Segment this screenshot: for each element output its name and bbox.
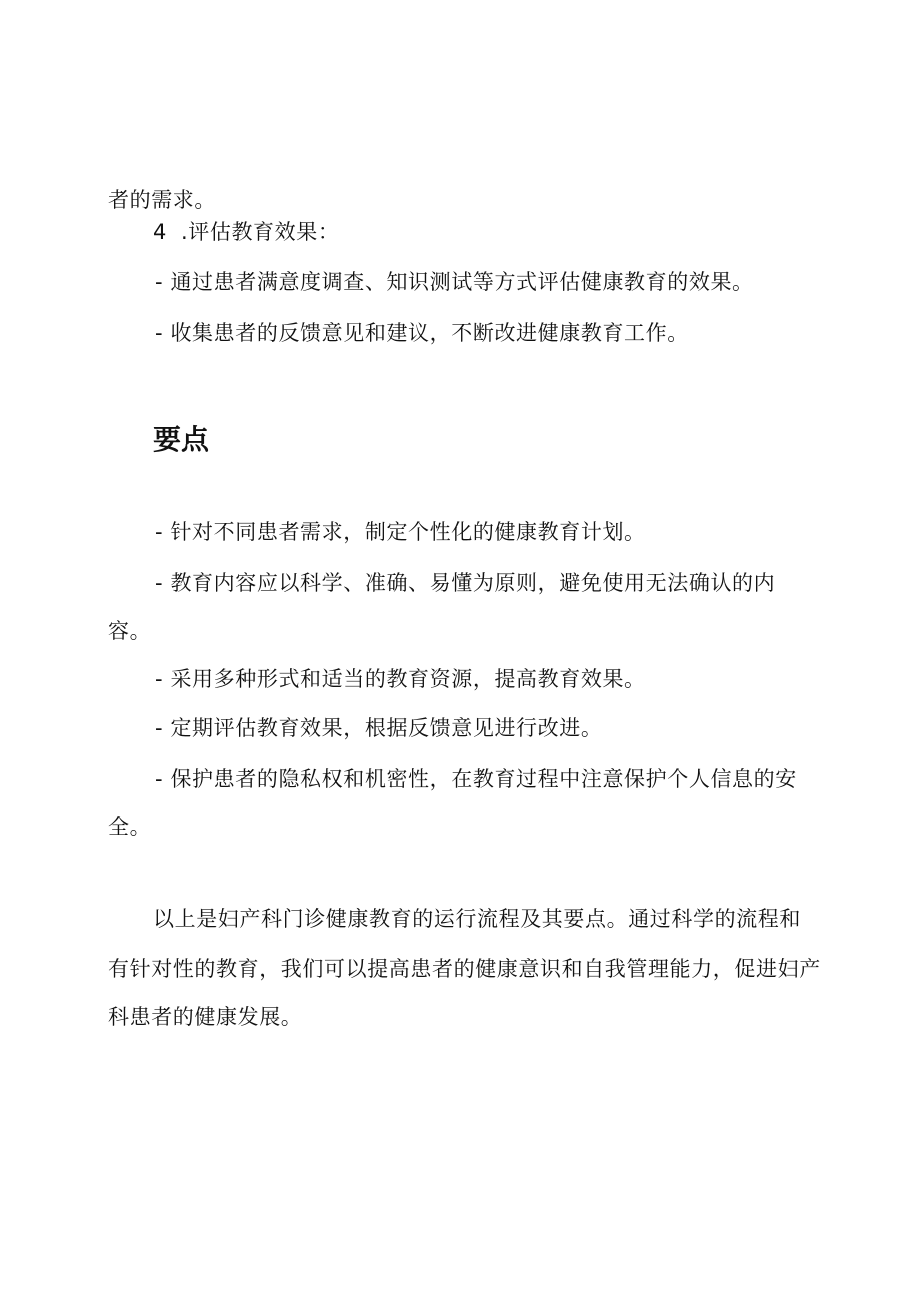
keypoint-item-4: - 定期评估教育效果，根据反馈意见进行改进。 xyxy=(155,716,603,740)
keypoint-item-5: - 保护患者的隐私权和机密性，在教育过程中注意保护个人信息的安 xyxy=(155,767,797,791)
section-4-heading xyxy=(153,218,339,246)
keypoints-heading: 要点 xyxy=(153,423,210,456)
section-4-item-2: - 收集患者的反馈意见和建议，不断改进健康教育工作。 xyxy=(155,321,689,345)
keypoint-item-2: - 教育内容应以科学、准确、易懂为原则，避免使用无法确认的内 xyxy=(155,571,776,595)
conclusion-line-1: 以上是妇产科门诊健康教育的运行流程及其要点。通过科学的流程和 xyxy=(153,907,801,931)
keypoint-item-3: - 采用多种形式和适当的教育资源，提高教育效果。 xyxy=(155,667,646,691)
keypoint-item-1: - 针对不同患者需求，制定个性化的健康教育计划。 xyxy=(155,520,646,544)
keypoint-item-5-continued: 全。 xyxy=(108,815,152,839)
keypoint-item-2-continued: 容。 xyxy=(108,619,152,643)
section-4-number: 4 xyxy=(153,220,167,244)
section-4-item-1: - 通过患者满意度调查、知识测试等方式评估健康教育的效果。 xyxy=(155,270,754,294)
intro-tail-text: 者的需求。 xyxy=(108,188,216,212)
section-4-title: .评估教育效果： xyxy=(180,220,340,244)
conclusion-line-3: 科患者的健康发展。 xyxy=(108,1005,303,1029)
conclusion-line-2: 有针对性的教育，我们可以提高患者的健康意识和自我管理能力，促进妇产 xyxy=(108,957,821,981)
